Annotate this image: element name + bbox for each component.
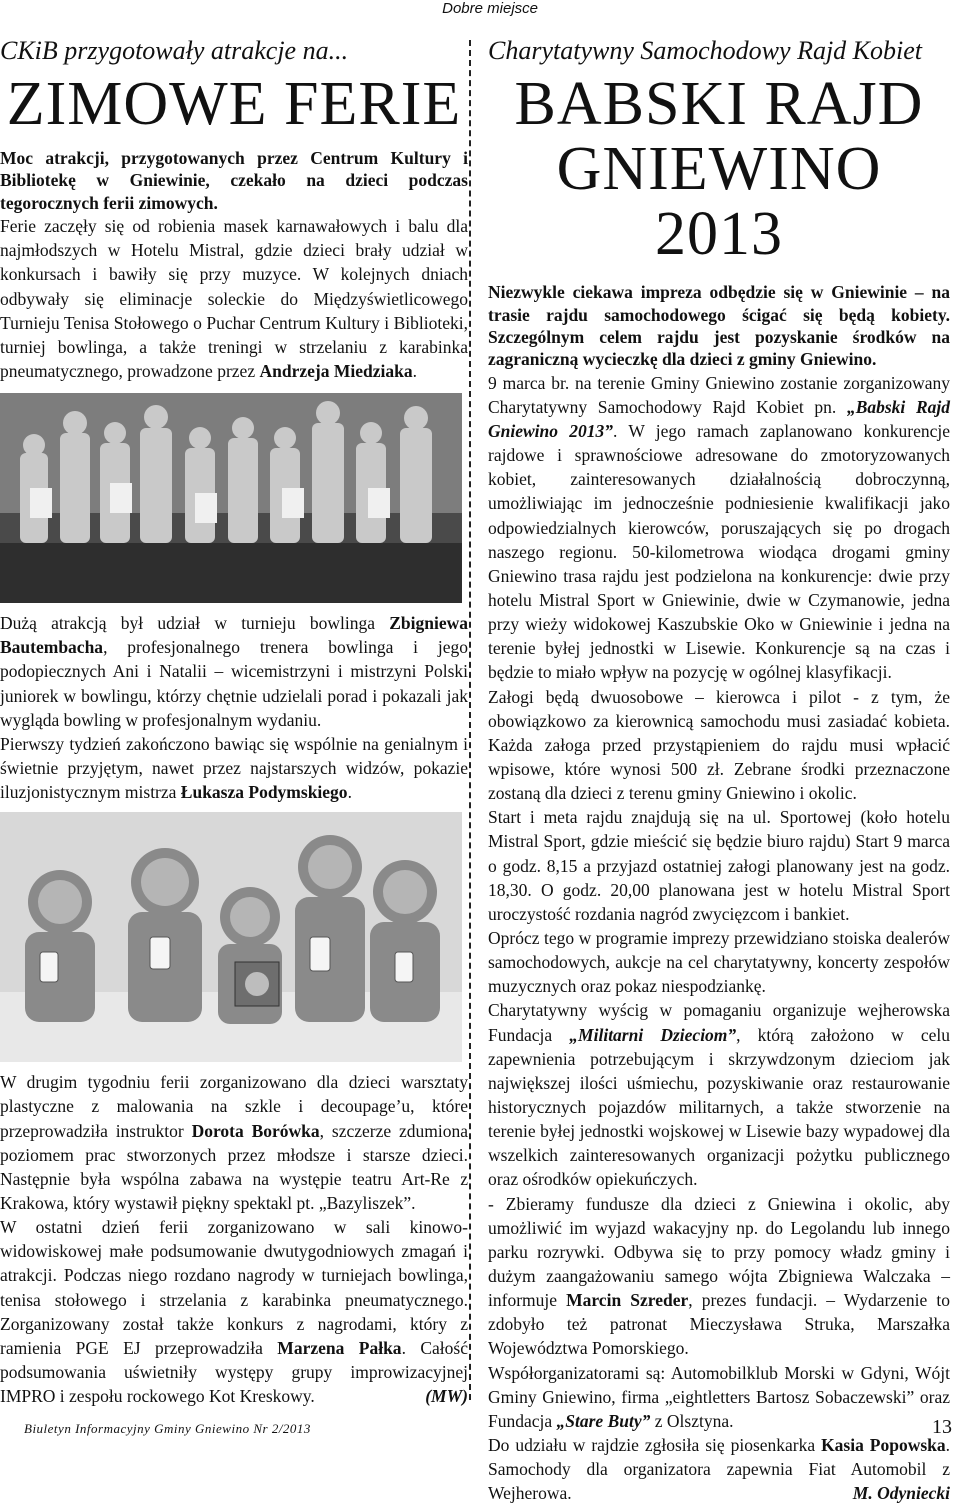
left-title: ZIMOWE FERIE — [6, 69, 462, 138]
page-number: 13 — [932, 1416, 952, 1438]
right-paragraph-3: Start i meta rajdu znajdują się na ul. Sportowej (koło hotelu Mistral Sport, gdzie mieścić się będzie biuro rajdu) Start 9 marca o godz. 8,15 a przyjazd ostatniej załogi planowany jest na godz. 18,30. O godz. 20,00 planowana jest w hotelu Mistral Sport uroczystość rozdania nagród zwycięzcom i bankiet. — [488, 807, 950, 924]
left-paragraph-3: Pierwszy tydzień zakończono bawiąc się wspólnie na genialnym i świetnie przyjętym, nawet przez najstarszych widzów, pokazie iluzjonistycznym mistrza Łukasza Podymskiego. — [0, 733, 468, 803]
left-paragraph-2: Dużą atrakcją był udział w turnieju bowlinga Zbigniewa Bautembacha, profesjonalnego trenera bowlinga i jego podopiecznych Ani i Natalii – wicemistrzyni i mistrzyni Polski juniorek w bowlingu, którzy chętnie udzielali porad i pokazali jak wygląda bowling w profesjonalnym wydaniu. — [0, 613, 468, 730]
left-lead: Moc atrakcji, przygotowanych przez Centrum Kultury i Bibliotekę w Gniewinie, czekało na dzieci podczas tegorocznych ferii zimowych. — [0, 147, 468, 213]
left-paragraph-5: W ostatni dzień ferii zorganizowano w sali kinowo- widowiskowej małe podsumowanie dwutygodniowych zmagań i atrakcji. Podczas niego rozdano nagrody w turniejach bowlinga, tenisa stołowego i strzelania z karabinka pneumatycznego. Zorganizowany został także konkurs z nagrodami, który z ramienia PGE EJ przeprowadziła Marzena Pałka. Całość podsumowania uświetniły występy grupy improwizacyjnej IMPRO i zespołu rockowego Kot Kreskowy. (MW) — [0, 1215, 468, 1408]
left-signature: (MW) — [425, 1386, 468, 1407]
right-paragraph-7: Współorganizatorami są: Automobilklub Morski w Gdyni, Wójt Gminy Gniewino, firma „eightletters Bartosz Sobaczewski” oraz Fundacja „Stare Buty” z Olsztyna. — [488, 1362, 950, 1431]
group-photo-awards — [0, 393, 462, 603]
right-paragraph-4: Oprócz tego w programie imprezy przewidziano stoiska dealerów samochodowych, aukcje na cel charytatywny, koncerty zespołów muzycznych oraz pokaz niespodziankę. — [488, 927, 950, 997]
left-kicker: CKiB przygotowały atrakcje na... — [0, 36, 349, 65]
right-lead: Niezwykle ciekawa impreza odbędzie się w Gniewinie – na trasie rajdu samochodowego ścigać się będą kobiety. Szczególnym celem rajdu jest pozyskanie środków na zagraniczną wycieczkę dla dzieci z gminy Gniewino. — [488, 282, 950, 370]
right-paragraph-8: Do udziału w rajdzie zgłosiła się piosenkarka Kasia Popowska. Samochody dla organizatora zapewnia Fiat Automobil z Wejherowa. M. Odyniecki — [488, 1433, 950, 1505]
right-paragraph-6: - Zbieramy fundusze dla dzieci z Gniewina i okolic, aby umożliwić im wyjazd wakacyjny np. do Legolandu lub innego parku rozrywki. Odbywa się to przy pomocy władz gminy i dużym zaangażowaniu samego wójta Zbigniewa Walczaka – informuje Marcin Szreder, prezes fundacji. – Wydarzenie to zdobyło też patronat Mieczysława Struka, Marszałka Województwa Pomorskiego. — [488, 1193, 950, 1359]
right-title-line-2: GNIEWINO 2013 — [556, 134, 882, 269]
right-paragraph-1: 9 marca br. na terenie Gminy Gniewino zostanie zorganizowany Charytatywny Samochodowy Rajd Kobiet pn. „Babski Rajd Gniewino 2013”. W jego ramach zaplanowano konkurencje rajdowe i sprawnościowe adresowane do zmotoryzowanych kobiet, zainteresowanych działalnością dobroczynną, umożliwiając im jednocześnie podniesienie kwalifikacji jako odpowiedzialnych kierowców, poruszających się po drogach naszego regionu. 50-kilometrowa wiodąca drogami gminy Gniewino trasa rajdu jest podzielona na konkurencje: dwie przy hotelu Mistral Sport w Gniewinie, dwie w Czymanowie, jedna przy wieży widokowej Kaszubskie Oko w Gniewinie i jedna na terenie byłej jednostki w Lisewie. Konkurencje są na czas i będzie to miało wpływ na pozycję w ogólnej klasyfikacji. — [488, 372, 950, 683]
right-title — [488, 69, 950, 269]
left-paragraph-1: Ferie zaczęły się od robienia masek karnawałowych i balu dla najmłodszych w Hotelu Mistral, gdzie dzieci brały udział w konkursach i bawiły się przy muzyce. W kolejnych dniach odbywały się eliminacje soleckie do Międzyświetlicowego Turnieju Tenisa Stołowego o Puchar Centrum Kultury i Biblioteki, turniej bowlinga, a także treningi w strzelaniu z karabinka pneumatycznego, prowadzone przez Andrzeja Miedziaka. — [0, 216, 468, 381]
right-kicker: Charytatywny Samochodowy Rajd Kobiet — [488, 36, 923, 65]
left-article — [0, 30, 468, 1408]
children-workshop-photo — [0, 812, 462, 1062]
right-paragraph-2: Załogi będą dwuosobowe – kierowca i pilot - z tym, że obowiązkowo za kierownicą samochodu musi zasiadać kobieta. Każda załoga przed przystąpieniem do rajdu musi wpłacić wpisowe, które wynosi 500 zł. Zebrane środki przeznaczone zostaną dla dzieci z terenu gminy Gniewino i okolic. — [488, 686, 950, 804]
left-paragraph-4: W drugim tygodniu ferii zorganizowano dla dzieci warsztaty plastyczne z malowania na szkle i decoupage’u, które przeprowadziła instruktor Dorota Borówka, szczerze zdumiona poziomem prac stworzonych przez młodsze i starsze dzieci. Następnie była wspólna zabawa na występie teatru Art-Re z Krakowa, który wystawił piękny spektakl pt. „Bazyliszek”. — [0, 1072, 468, 1213]
footer-bulletin: Biuletyn Informacyjny Gminy Gniewino Nr 2/2013 — [24, 1421, 311, 1436]
section-header: Dobre miejsce — [442, 0, 538, 17]
right-signature: M. Odyniecki — [852, 1483, 950, 1504]
right-paragraph-5: Charytatywny wyścig w pomaganiu organizuje wejherowska Fundacja „Militarni Dzieciom”, którą założono w celu zapewnienia potrzebującym i skrzywdzonym dzieciom jak największej ilości uśmiechu, pozyskiwanie oraz restaurowanie historycznych pojazdów militarnych, a także stworzenie na terenie byłej jednostki wojskowej w Lisewie bazy wypadowej dla wszelkich zainteresowanych organizacji pożytku publicznego oraz ośrodków opiekuńczych. — [488, 1000, 951, 1190]
right-title-line-1: BABSKI RAJD — [514, 69, 924, 138]
column-divider — [469, 40, 471, 1400]
right-article — [488, 30, 950, 1505]
